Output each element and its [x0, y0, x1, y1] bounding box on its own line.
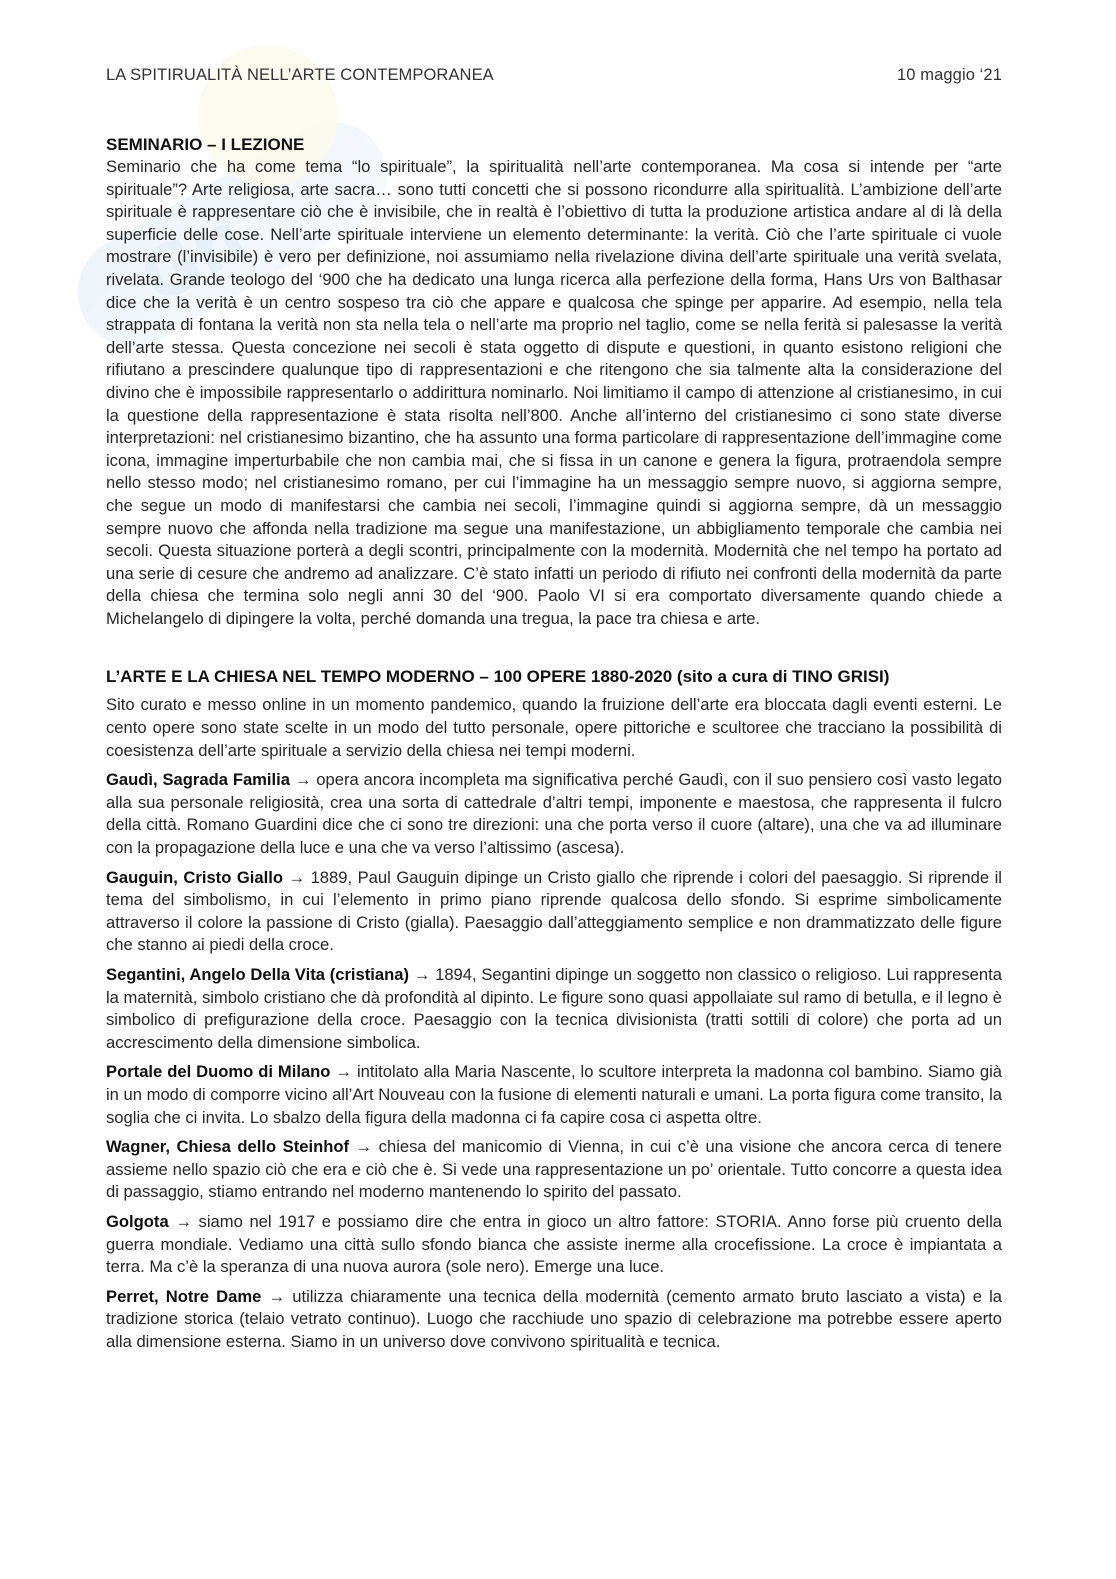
watermark-letters: Gn [125, 196, 260, 321]
entry-cristo-giallo [106, 867, 1002, 957]
entry-text: 1889, Paul Gauguin dipinge un Cristo giallo che riprende i colori del paesaggio. Si riprende il tema del simbolismo, in cui l’elemento in primo piano riprende qualcosa dello sfondo. Si esprime simbolicamente attraverso il colore la passione di Cristo (gialla). Paesaggio dall’atteggiamento semplice e non drammatizzato delle figure che stanno ai piedi della croce. [106, 867, 1002, 955]
entry-title: Wagner, Chiesa dello Steinhof [106, 1137, 350, 1157]
entry-text: chiesa del manicomio di Vienna, in cui c’è una visione che ancora cerca di tenere assieme nello spazio ciò che era e ciò che è. Si vede una rappresentazione un po’ orientale. Tutto concorre a questa idea di passaggio, stiamo entrando nel moderno mantenendo lo spirito del passato. [106, 1137, 1002, 1202]
entry-text: siamo nel 1917 e possiamo dire che entra in gioco un altro fattore: STORIA. Anno forse più cruento della guerra mondiale. Vediamo una città sullo sfondo bianca che assiste inerme alla crocefissione. La croce è impiantata a terra. Ma c’è la speranza di una nuova aurora (sole nero). Emerge una luce. [106, 1211, 1002, 1277]
entry-title: Perret, Notre Dame [106, 1286, 262, 1306]
entry-text: intitolato alla Maria Nascente, lo scultore interpreta la madonna col bambino. Siamo già in un modo di comporre vicino all’Art Nouveau con la fusione di elementi naturali e umani. La porta figura come transito, la soglia che ci invita. Lo sbalzo della figura della madonna ci fa capire cosa ci aspetta oltre. [106, 1062, 1002, 1127]
arrow-icon: → [168, 1211, 199, 1231]
entry-title: Golgota [106, 1211, 169, 1231]
header-date: 10 maggio ‘21 [897, 66, 1002, 84]
entry-title: Segantini, Angelo Della Vita (cristiana) [106, 965, 409, 984]
arrow-icon: → [282, 867, 311, 887]
arrow-icon: → [409, 965, 436, 984]
arrow-icon: → [349, 1137, 379, 1157]
seminario-paragraph: Seminario che ha come tema “lo spirituale”, la spiritualità nell’arte contemporanea. Ma cosa si intende per “arte spirituale”? Arte religiosa, arte sacra… sono tutti concetti che si possono ricondurre alla spiritualità. L’ambizione dell’arte spirituale è rappresentare ciò che è invisibile, che in realtà è l’obiettivo di tutta la produzione artistica andare al di là della superficie delle cose. Nell’arte spirituale interviene un elemento determinante: la verità. Ciò che l’arte spirituale ci vuole mostrare (l’invisibile) è vero per definizione, noi assumiamo nella rivelazione divina dell’arte spirituale una verità svelata, rivelata. Grande teologo del ‘900 che ha dedicato una lunga ricerca alla perfezione della forma, Hans Urs von Balthasar dice che la verità è un centro sospeso tra ciò che appare e qualcosa che spinge per apparire. Ad esempio, nella tela strappata di fontana la verità non sta nella tela o nell’arte ma proprio nel taglio, come se nella ferità si palesasse la verità dell’arte stessa. Questa concezione nei secoli è stata oggetto di dispute e questioni, in quanto esistono religioni che rifiutano a prescindere qualunque tipo di rappresentazioni e che ritengono che sia talmente alta la considerazione del divino che è impossibile rappresentarlo o addirittura nominarlo. Noi limitiamo il campo di attenzione al cristianesimo, in cui la questione della rappresentazione è stata risolta nell’800. Anche all’interno del cristianesimo ci sono state diverse interpretazioni: nel cristianesimo bizantino, che ha assunto una forma particolare di rappresentazione dell’immagine come icona, immagine imperturbabile che non cambia mai, che si fissa in un canone e genera la figura, protraendola sempre nello stesso modo; nel cristianesimo romano, per cui l’immagine ha un messaggio sempre nuovo, si aggiorna sempre, che segue un modo di manifestarsi che cambia nei secoli, l’immagine quindi si aggiorna sempre, dà un messaggio sempre nuovo che affonda nella tradizione ma segue una manifestazione, un abbigliamento temporale che cambia nei secoli. Questa situazione porterà a degli scontri, principalmente con la modernità. Modernità che nel tempo ha portato ad una serie di cesure che andremo ad analizzare. C’è stato infatti un periodo di rifiuto nei confronti della modernità da parte della chiesa che termina solo negli anni 30 del ‘900. Paolo VI si era comportato diversamente quando chiede a Michelangelo di dipingere la volta, perché domanda una tregua, la pace tra chiesa e arte. [106, 157, 1002, 628]
entry-title: Gaudì, Sagrada Familia [106, 770, 290, 790]
arrow-icon: → [261, 1286, 293, 1306]
entry-steinhof [106, 1136, 1002, 1204]
entry-golgota [106, 1211, 1002, 1279]
entry-text: opera ancora incompleta ma significativa perché Gaudì, con il suo pensiero così vasto legato alla sua personale religiosità, crea una sorta di cattedrale d’altri tempi, imponente e maestosa, che rappresenta il fulcro della città. Romano Guardini dice che ci sono tre direzioni: una che porta verso il cuore (altare), una che va ad illuminare con la propagazione della luce e una che va verso l’altissimo (ascesa). [106, 770, 1002, 858]
entry-text: 1894, Segantini dipinge un soggetto non classico o religioso. Lui rappresenta la maternità, simbolo cristiano che dà profondità al dipinto. Le figure sono quasi appollaiate sul ramo di betulla, e il legno è simbolico di prefigurazione della croce. Paesaggio con la tecnica divisionista (tratti sottili di colore) che porta ad un accrescimento della dimensione simbolica. [106, 965, 1002, 1052]
page-header [106, 66, 1002, 85]
arrow-icon: → [290, 770, 317, 790]
arte-chiesa-intro: Sito curato e messo online in un momento pandemico, quando la fruizione dell’arte era bloccata dagli eventi esterni. Le cento opere sono state scelte in un modo del tutto personale, opere pittoriche e scultoree che tracciano la possibilità di coesistenza dell’arte spirituale a servizio della chiesa nei tempi moderni. [106, 695, 1002, 760]
entry-sagrada-familia [106, 769, 1002, 859]
section-title-arte-chiesa: L’ARTE E LA CHIESA NEL TEMPO MODERNO – 100 OPERE 1880-2020 (sito a cura di TINO GRISI) [106, 667, 890, 687]
entry-title: Gauguin, Cristo Giallo [106, 867, 283, 887]
header-title: LA SPITIRUALITÀ NELL’ARTE CONTEMPORANEA [106, 66, 494, 84]
arrow-icon: → [330, 1062, 357, 1082]
entry-text: utilizza chiaramente una tecnica della modernità (cemento armato bruto lasciato a vista) e la tradizione storica (telaio vetrato continuo). Luogo che racchiude uno spazio di celebrazione ma potrebbe essere aperto alla dimensione esterna. Siamo in un universo dove convivono spiritualità e tecnica. [106, 1286, 1002, 1351]
entry-notre-dame [106, 1286, 1002, 1354]
entry-angelo-della-vita [106, 964, 1002, 1054]
section-title-seminario: SEMINARIO – I LEZIONE [106, 135, 305, 154]
entry-portale-duomo [106, 1061, 1002, 1129]
document-body [106, 134, 1002, 1354]
entry-title: Portale del Duomo di Milano [106, 1062, 331, 1082]
